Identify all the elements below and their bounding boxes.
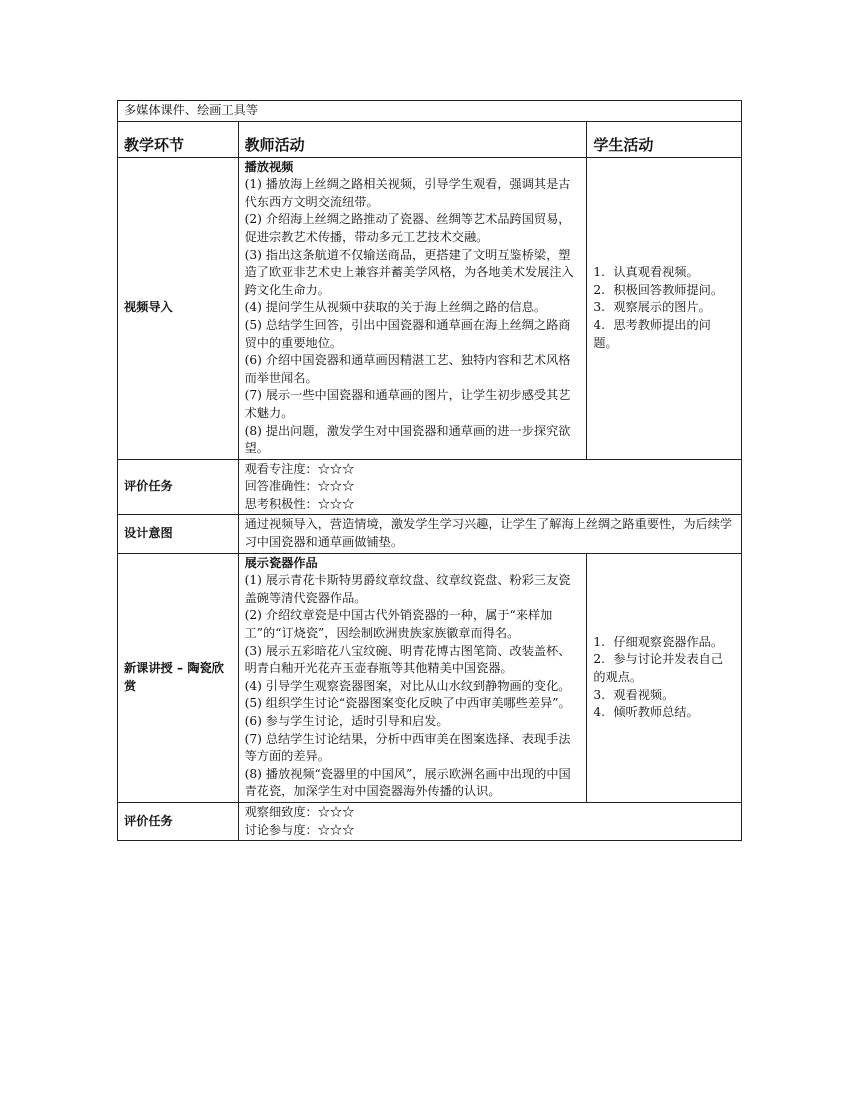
teacher-item: (5) 总结学生回答，引出中国瓷器和通草画在海上丝绸之路商贸中的重要地位。: [244, 317, 571, 350]
stage-eval-2: 评价任务: [118, 802, 239, 840]
design-row: [118, 515, 742, 553]
student-activity-video: [587, 157, 742, 459]
stage-design: 设计意图: [118, 515, 239, 553]
teacher-item: (7) 总结学生讨论结果，分析中西审美在图案选择、表现手法等方面的差异。: [244, 731, 571, 764]
student-list: [593, 634, 735, 722]
teacher-item: (8) 提出问题，激发学生对中国瓷器和通草画的进一步探究欲望。: [244, 423, 571, 456]
list-item: 2. 参与讨论并发表自己的观点。: [593, 652, 724, 685]
list-item: 1. 认真观看视频。: [593, 265, 699, 280]
teacher-item: (2) 介绍海上丝绸之路推动了瓷器、丝绸等艺术品跨国贸易，促进宗教艺术传播，带动多元工艺技术交融。: [244, 212, 571, 244]
teacher-item: (3) 指出这条航道不仅输送商品，更搭建了文明互鉴桥梁，塑造了欧亚非艺术史上兼容并蓄美学风格，为各地美术发展注入跨文化生命力。: [244, 247, 574, 297]
header-student: 学生活动: [587, 121, 742, 157]
teacher-item: (1) 展示青花卡斯特男爵纹章纹盘、纹章纹瓷盘、粉彩三友瓷盖碗等清代瓷器作品。: [244, 573, 571, 605]
list-item: 3. 观看视频。: [593, 687, 675, 702]
eval-row-2: [118, 802, 742, 840]
teacher-item: (4) 引导学生观察瓷器图案，对比从山水纹到静物画的变化。: [244, 678, 571, 693]
header-stage: 教学环节: [118, 121, 239, 157]
teacher-item: (6) 参与学生讨论，适时引导和启发。: [244, 714, 449, 728]
header-teacher: 教师活动: [238, 121, 587, 157]
teacher-item: (7) 展示一些中国瓷器和通草画的图片，让学生初步感受其艺术魅力。: [244, 388, 571, 420]
teacher-item: (6) 介绍中国瓷器和通草画因精湛工艺、独特内容和艺术风格而举世闻名。: [244, 353, 571, 385]
materials-cell: 多媒体课件、绘画工具等: [118, 101, 742, 122]
teacher-item: (4) 提问学生从视频中获取的关于海上丝绸之路的信息。: [244, 300, 547, 315]
materials-row: [118, 101, 742, 122]
list-item: 2. 积极回答教师提问。: [593, 282, 724, 297]
lesson-plan-table: [117, 100, 742, 841]
design-intent: 通过视频导入，营造情境，激发学生学习兴趣，让学生了解海上丝绸之路重要性，为后续学习中国瓷器和通草画做铺垫。: [238, 515, 741, 553]
teacher-activity-ceramic: [238, 553, 587, 802]
stage-video: 视频导入: [118, 157, 239, 459]
eval-criteria-1: [238, 459, 741, 515]
list-item: 4. 倾听教师总结。: [593, 705, 699, 720]
eval-criteria-2: [238, 802, 741, 840]
student-activity-ceramic: [587, 553, 742, 802]
teacher-item: (3) 展示五彩暗花八宝纹碗、明青花博古图笔筒、改装盖杯、明青白釉开光花卉玉壶春瓶等其他精美中国瓷器。: [244, 643, 571, 676]
header-row: [118, 121, 742, 157]
teacher-activity-video: [238, 157, 587, 459]
list-item: 3. 观察展示的图片。: [593, 300, 711, 315]
student-list: [593, 264, 735, 352]
teacher-item: (8) 播放视频“瓷器里的中国风”，展示欧洲名画中出现的中国青花瓷，加深学生对中国瓷器海外传播的认识。: [244, 766, 571, 799]
ceramic-row: [118, 553, 742, 802]
list-item: 1. 仔细观察瓷器作品。: [593, 634, 724, 649]
teacher-item: (2) 介绍纹章瓷是中国古代外销瓷器的一种，属于“来样加工”的“订烧瓷”，因绘制欧洲贵族家族徽章而得名。: [244, 608, 553, 641]
subhead-video: 播放视频: [244, 159, 294, 174]
teacher-item: (1) 播放海上丝绸之路相关视频，引导学生观看，强调其是古代东西方文明交流纽带。: [244, 177, 571, 209]
video-row: [118, 157, 742, 459]
eval-line: 思考积极性：☆☆☆: [244, 496, 355, 511]
eval-line: 讨论参与度：☆☆☆: [244, 822, 355, 837]
stage-eval-1: 评价任务: [118, 459, 239, 515]
eval-line: 回答准确性：☆☆☆: [244, 479, 355, 494]
list-item: 4. 思考教师提出的问题。: [593, 317, 711, 350]
eval-line: 观看专注度：☆☆☆: [244, 461, 355, 476]
teacher-item: (5) 组织学生讨论“瓷器图案变化反映了中西审美哪些差异”。: [244, 696, 571, 711]
stage-ceramic: 新课讲授 – 陶瓷欣赏: [118, 553, 239, 802]
eval-row-1: [118, 459, 742, 515]
eval-line: 观察细致度：☆☆☆: [244, 804, 355, 819]
subhead-ceramic: 展示瓷器作品: [244, 555, 318, 570]
